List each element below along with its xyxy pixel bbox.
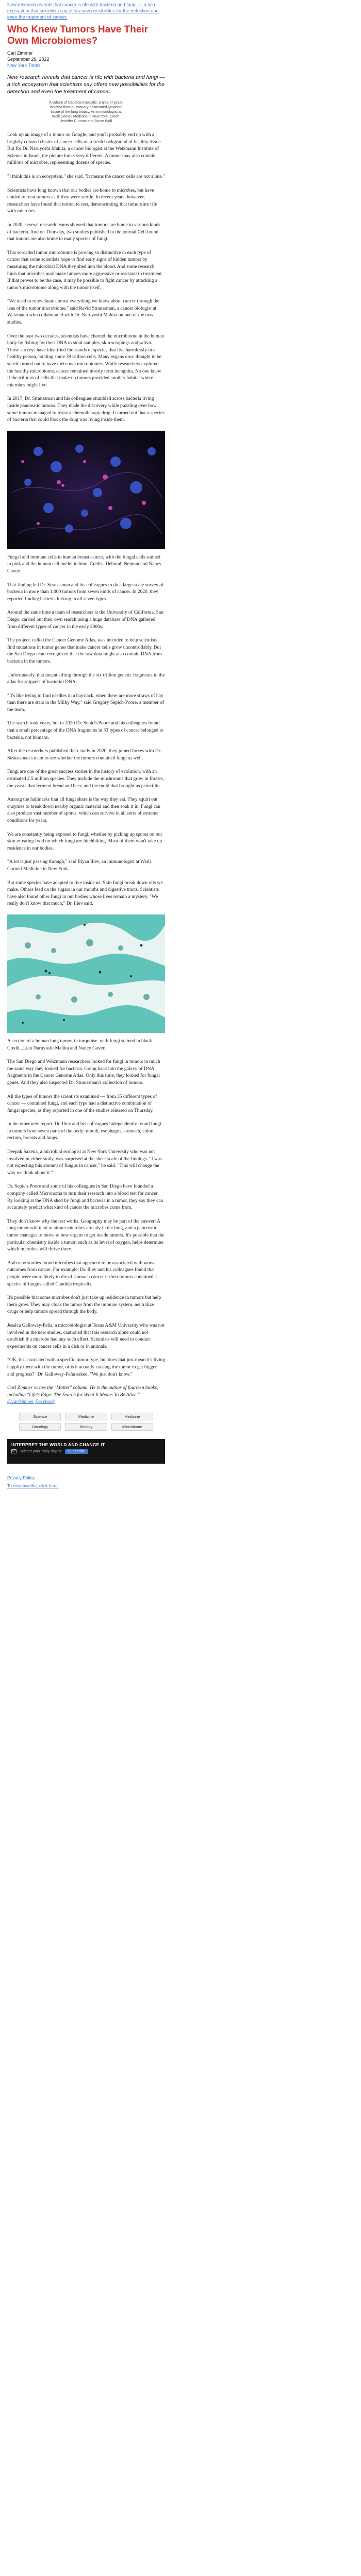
byline-author: Carl Zimmer <box>7 50 33 56</box>
author-signoff <box>7 1385 165 1406</box>
header-image-caption: A culture of Candida tropicalis, a type of yeast, isolated from pulmonary-associated lymphoid tissue of the lung biopsy. An immunologist at Weill Cornell Medicine in New York. Credit: Jennifer Curnow and Bruce Wolf <box>49 101 123 123</box>
article-column <box>7 2 165 1488</box>
privacy-policy-link[interactable]: Privacy Policy <box>7 1475 35 1480</box>
footer-title: INTERPRET THE WORLD AND CHANGE IT <box>11 1442 105 1447</box>
tag-medicine-2[interactable]: Medicine <box>111 1413 153 1420</box>
signoff-text: Carl Zimmer writes the "Matter" column. He is the author of fourteen books, including "Life's Edge: The Search for What It Means To Be Alive." <box>7 1385 158 1398</box>
twitter-link[interactable]: @carlzimmer <box>7 1399 35 1405</box>
paragraph: That finding led Dr. Straussman and his colleagues to do a large-scale survey of bacteria in more than 1,000 tumors from seven kinds of cancer. In 2020, they reported finding bacteria lurking in all seven types. <box>7 582 164 602</box>
article-body-part-2 <box>7 582 165 908</box>
paragraph: They don't know why the test works. Geography may be part of the answer: A lung tumor will tend to attract microbes already in the lung, and a pancreatic tumor manages to move to new organs to get inside tumors. It's possible that the particular chemistry inside a tumor, such as its level of oxygen, helps determine which microbes will thrive there. <box>7 1218 165 1252</box>
preheader-text[interactable]: New research reveals that cancer is rife with bacteria and fungi — a rich ecosystem that scientists say offers new possibilities for the detection and even the treatment of cancer. <box>7 2 159 20</box>
paragraph: It's possible that some microbes don't just take up residence in tumors but help them grow. They may cloak the tumor from the immune system, neutralize drugs or help tumors spread through the body. <box>7 1295 161 1315</box>
tag-microbiome[interactable]: Microbiome <box>111 1423 153 1431</box>
paragraph: "OK, it's associated with a specific tumor type, but does that just mean it's living happily there with the tumor, or is it actually causing the tumor to get bigger and progress?" Dr. Galloway-Peña asked. "We just don't know." <box>7 1358 165 1377</box>
paragraph: "I think this is an ecosystem," she said. "It means the cancer cells are not alone." <box>7 174 165 179</box>
paragraph: "It's like trying to find needles in a haystack, when there are more straws of hay than there are stars in the Milky Way," said Gregory Sepich-Poore, a member of the team. <box>7 693 164 713</box>
subscribe-button[interactable]: Subscribe <box>65 1449 89 1454</box>
facebook-link[interactable]: Facebook <box>35 1399 55 1405</box>
footer-banner <box>7 1439 165 1464</box>
paragraph: Fungi are one of the great success stories in the history of evolution, with an estimated 2.5 million species. They include the mushrooms that grow in forests, the yeasts that ferment bread and beer, and the mold that brought us penicillin. <box>7 769 164 789</box>
byline-publication[interactable]: New York Times <box>7 63 41 68</box>
letter-icon <box>11 1449 17 1453</box>
paragraph: After the researchers published their study in 2020, they joined forces with Dr. Straussman's team to see whether the tumors contained fungi as well. <box>7 749 161 761</box>
paragraph: This so-called tumor microbiome is proving so distinctive in each type of cancer that some scientists hope to find early signs of hidden tumors by measuring the microbial DNA they shed into the blood. And some research hints that microbes may make tumors more aggressive or resistant to treatment. If that proves to be the case, it may be possible to fight cancer by attacking a tumor's microbiome along with the tumor itself. <box>7 250 163 291</box>
figure-2-caption: A section of a human lung tumor, in turquoise, with fungi stained in black. Credit...Lian Naruyoshi Mahita and Nancy Gavert <box>7 1038 153 1051</box>
paragraph: "A lot is just passing through," said Iliyan Iliev, an immunologist at Weill Cornell Medicine in New York. <box>7 859 151 872</box>
article-summary: New research reveals that cancer is rife with bacteria and fungi — a rich ecosystem that scientists say offers new possibilities for the detection and even the treatment of cancer. <box>7 74 165 95</box>
paragraph: Look up an image of a tumor on Google, and you'll probably end up with a brightly colored cluster of cancer cells on a fresh background of healthy tissue. But for Dr. Naruyoshi Mahita, a cancer biologist at the Weizmann Institute of Science in Israel, the picture looks very different. A tumor may also contain millions of microbes, representing dozens of species. <box>7 132 162 166</box>
paragraph: Both new studies found microbes that appeared to be associated with worse outcomes from cancer. For example, Dr. Iliev and his colleagues found that people were more likely to die of stomach cancer if their tumors contained a species of fungus called Candida tropicalis. <box>7 1260 157 1287</box>
paragraph: In 2017, Dr. Straussman and his colleagues stumbled across bacteria living inside pancreatic tumors. They made the discovery while puzzling over how some tumors managed to resist a chemotherapy drug. It turned out that a species of bacteria that could block the drug was living inside them. <box>7 396 165 423</box>
paragraph: Among the hallmarks that all fungi share is the way they eat. They squirt out enzymes to break down nearby organic material and then soak it in. Fungi can also produce vast number of spores, which can survive in all sorts of extreme conditions for years. <box>7 797 160 823</box>
paragraph: Scientists have long known that our bodies are home to microbes, but have tended to treat tumors as if they were sterile. In recent years, however, researchers have found that notion to rest, demonstrating that tumors are rife with microbes. <box>7 188 157 214</box>
unsubscribe-link[interactable]: To unsubscribe, click here. <box>7 1483 59 1488</box>
paragraph: Around the same time a team of researchers at the University of California, San Diego, carried out their own search using a huge database of DNA gathered from different types of cancer in the early 2000s. <box>7 610 163 630</box>
tag-medicine[interactable]: Medicine <box>65 1413 107 1420</box>
paragraph: Dr. Sepich-Poore and some of his colleagues in San Diego have founded a company called Micronoma to turn their research into a blood test for cancer. By looking at the DNA shed by fungi and bacteria in a tumor, they say they can accurately predict what kind of cancer the microbes come from. <box>7 1184 163 1211</box>
byline <box>7 50 165 69</box>
article-body-part-1 <box>7 132 165 424</box>
footer-subscribe-row <box>11 1449 161 1454</box>
tag-oncology[interactable]: Oncology <box>19 1423 61 1431</box>
paragraph: All the types of tumors the scientists examined — from 35 different types of cancer — contained fungi, and each type had a distinctive combination of fungal species, as they reported in one of the studies released on Thursday. <box>7 1094 157 1113</box>
tag-science[interactable]: Science <box>19 1413 61 1420</box>
paragraph: But some species have adapted to live inside us. Skin fungi break down oils we make. Others feed on the sugars in our mouths and digestive tracts. Scientists have also found other fungi in our bodies whose lives remain a mystery. "We really don't know that much," Dr. Iliev said. <box>7 880 163 907</box>
fungal-cells-breast-cancer-image <box>7 431 165 549</box>
paragraph: Jessica Galloway-Peña, a microbiologist at Texas A&M University who was not involved in the new studies, cautioned that this research alone could not establish if a microbe had any such effect. Scientists will need to conduct experiments on cancer cells in a dish or in animals. <box>7 1323 165 1349</box>
newsletter-footer <box>7 1439 165 1488</box>
paragraph: In 2020, several research teams showed that tumors are home to various kinds of bacteria. And on Thursday, two studies published in the journal Cell found that tumors are also home to many species of fungi. <box>7 222 160 242</box>
topic-tags <box>19 1413 153 1431</box>
byline-date: September 29, 2022 <box>7 57 50 62</box>
figure-1-caption: Fungal and immune cells in human breast cancer, with the fungal cells stained in pink and the human cell nuclei in blue. Credit...Deborah Nejman and Nancy Gavert <box>7 554 162 574</box>
lung-tumor-section-image <box>7 914 165 1033</box>
paragraph: The search took years, but in 2020 Dr. Sepich-Poore and his colleagues found that a small percentage of the DNA fragments in 33 types of cancer belonged to bacteria, not humans. <box>7 721 163 740</box>
tag-biology[interactable]: Biology <box>65 1423 107 1431</box>
paragraph: Over the past two decades, scientists have charted the microbiome in the human body by fishing for their DNA in stool samples, skin scrapings and saliva. Those surveys have identified thousands of species that live harmlessly in a healthy person, totaling some 39 trillion cells. Many organs once thought to be sterile turned out to have their own microbiomes. While researchers explored the healthy microbiome, cancer remained mostly terra incognita. No one knew if the trillions of cells that make up tumors provided another habitat where microbes might live. <box>7 333 165 388</box>
paragraph: Deepak Saxena, a microbial ecologist at New York University who was not involved in either study, was surprised at the sheer scale of the findings. "I was not expecting this amount of fungus in cancer," he said. "This will change the way we think about it." <box>7 1149 162 1176</box>
paragraph: The San Diego and Weizmann researchers looked for fungi in tumors in much the same way they looked for bacteria. Going back into the galaxy of DNA fragments in the Cancer Genome Atlas. Only this time, they looked for fungal genes. And they also inspected Dr. Straussman's collection of tumors. <box>7 1059 160 1086</box>
article-headline[interactable]: Who Knew Tumors Have Their Own Microbiomes? <box>7 24 149 46</box>
paragraph: Unfortunately, that meant sifting through the six trillion genetic fragments in the atlas for snippets of bacterial DNA. <box>7 672 165 685</box>
footer-subtitle: Submit your daily digest <box>20 1449 62 1453</box>
article-body-part-3 <box>7 1059 165 1406</box>
paragraph: We are constantly being exposed to fungi, whether by picking up spores on our skin or eating food on which fungi are hitchhiking. Most of them won't take up residence in our bodies. <box>7 832 162 851</box>
paragraph: "We need to re-evaluate almost everything we know about cancer through the lens of the tumor microbiome," said Ravid Straussman, a cancer biologist at Weizmann who collaborated with Dr. Naruyoshi Mahita on one of the new studies. <box>7 299 160 326</box>
paragraph: The project, called the Cancer Genome Atlas, was intended to help scientists find mutations in tumor genes that make cancer cells grow uncontrollably. But the San Diego team recognized that the raw data might also contain DNA from bacteria in the tumors. <box>7 638 162 664</box>
paragraph: In the other new report, Dr. Iliev and his colleagues independently found fungi in tumors from seven parts of the body: mouth, esophagus, stomach, colon, rectum, breasts and lungs. <box>7 1122 161 1141</box>
